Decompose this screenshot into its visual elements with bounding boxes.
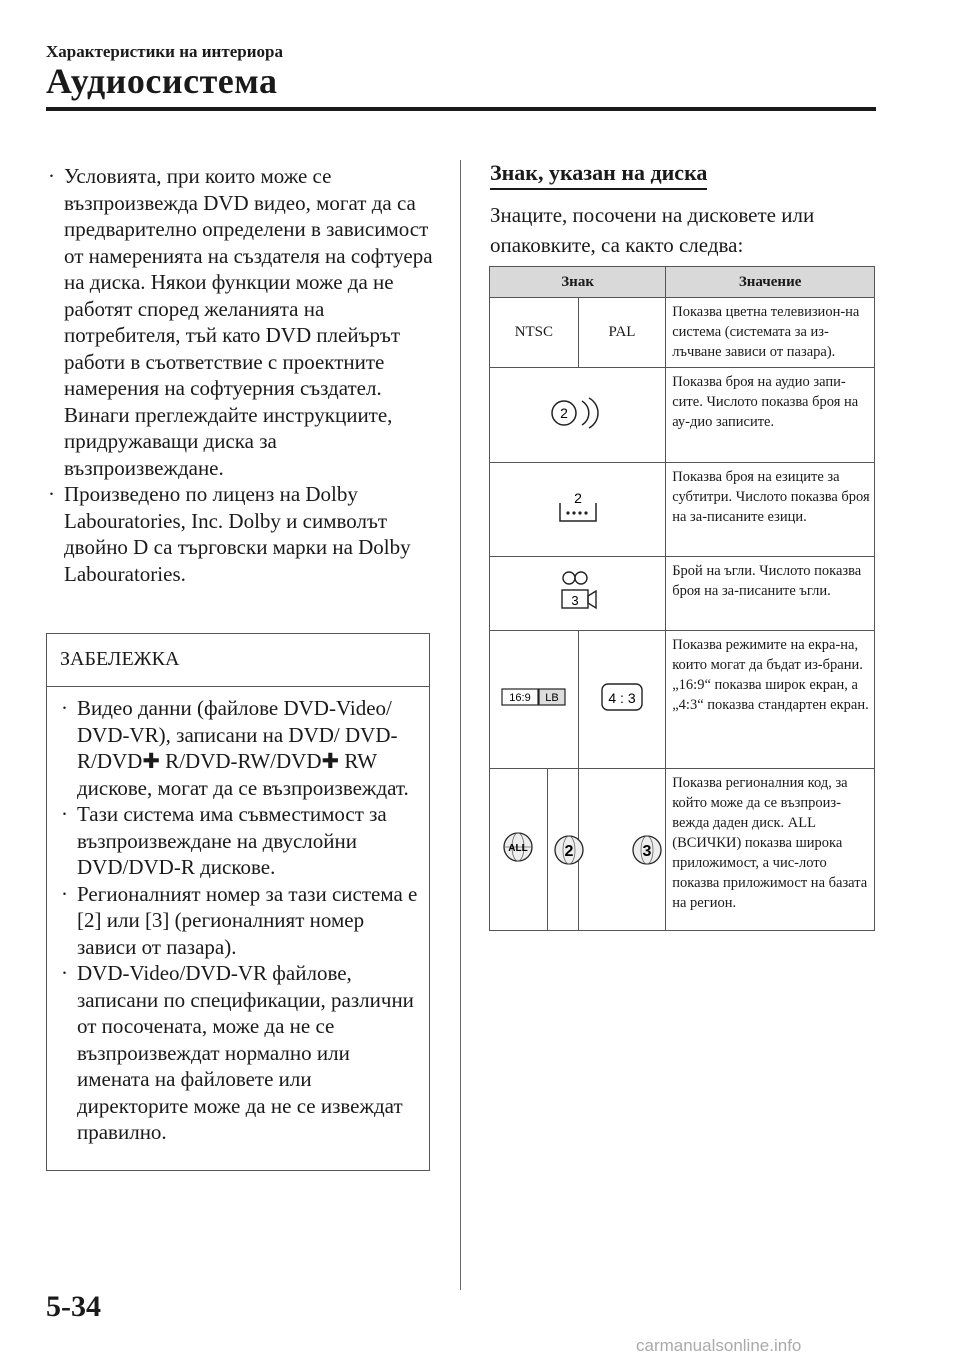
subtitle-icon — [556, 489, 600, 525]
angles-cell — [490, 557, 666, 631]
region-2-globe-icon — [553, 834, 585, 866]
meaning-cell: Показва режимите на екра-на, които могат да бъдат из-брани. „16:9“ показва широк екран, а „4:3“ показва стандартен екран. — [666, 631, 875, 769]
angles-count: 3 — [570, 593, 579, 608]
meaning-cell: Брой на ъгли. Числото показва броя на за-писаните ъгли. — [666, 557, 875, 631]
meaning-cell: Показва регионалния код, за който може да се възпроиз-вежда даден диск. ALL (ВСИЧКИ) показва широка приложимост, а чис-лото показва приложимост на базата на регион. — [666, 769, 875, 931]
audio-tracks-count: 2 — [559, 404, 568, 421]
note-heading: ЗАБЕЛЕЖКА — [47, 634, 429, 687]
table-row — [490, 463, 875, 557]
bullet-dolby-license: · Произведено по лиценз на Dolby Labouratories, Inc. Dolby и символът двойно D са търговски марки на Dolby Labouratories. — [46, 481, 436, 587]
meaning-cell: Показва цветна телевизион-на система (системата за из-лъчване зависи от пазара). — [666, 298, 875, 368]
subtitle-languages-cell — [490, 463, 666, 557]
region-3-globe-icon — [631, 834, 663, 866]
disc-symbol-table — [489, 266, 875, 931]
meaning-cell: Показва броя на езиците за субтитри. Числото показва броя на за-писаните езици. — [666, 463, 875, 557]
ntsc-cell — [490, 298, 579, 368]
table-row — [490, 631, 875, 769]
watermark: carmanualsonline.info — [636, 1336, 802, 1355]
note-item: · DVD-Video/DVD-VR файлове, записани по спецификации, различни от посочената, може да не се възпроизвеждат нормално или имената на файловете или директорите може да не се извеждат правилно. — [59, 960, 419, 1146]
letterbox-label: LB — [545, 692, 559, 704]
left-column — [46, 163, 436, 587]
audio-tracks-cell — [490, 368, 666, 463]
pal-label: PAL — [608, 324, 636, 340]
table-row — [490, 769, 875, 931]
bullet-dvd-conditions: · Условията, при които може се възпроизвежда DVD видео, могат да са предварително определени в зависимост от намеренията на създателя на софтуера на диска. Някои функции може да не работят според желанията на потребителя, тъй като DVD плейърът работи в съответствие с проектните намерения на софтуерния създател. Винаги преглеждайте инструкциите, придружаващи диска за възпроизвеждане. — [46, 163, 436, 481]
aspect-4-3-icon — [600, 682, 644, 712]
table-row — [490, 368, 875, 463]
section-label: Характеристики на интериора — [46, 42, 283, 61]
table-header-row — [490, 267, 875, 298]
header-rule — [46, 107, 876, 111]
region-3-cell — [564, 769, 666, 931]
note-item: · Регионалният номер за тази система е [2] или [3] (регионалният номер зависи от пазара). — [59, 881, 419, 961]
aspect-16-9-lb-icon — [501, 687, 567, 707]
page-title: Аудиосистема — [46, 61, 278, 101]
region-all-globe-icon — [502, 831, 534, 863]
pal-cell — [578, 298, 666, 368]
region-all-cell — [490, 769, 548, 931]
note-item: · Тази система има съвместимост за възпроизвеждане на двуслойни DVD/DVD-R дискове. — [59, 801, 419, 881]
ntsc-label: NTSC — [514, 324, 554, 340]
section-title: Знак, указан на диска — [490, 160, 707, 190]
aspect-4-3-label: 4 : 3 — [608, 690, 636, 706]
region-all-label: ALL — [508, 843, 529, 854]
subtitle-count: 2 — [573, 490, 582, 506]
note-box — [46, 633, 430, 1171]
note-list — [47, 687, 429, 1146]
table-row — [490, 557, 875, 631]
region-2-label: 2 — [564, 842, 574, 860]
aspect-standard-cell — [578, 631, 666, 769]
aspect-16-9-label: 16:9 — [509, 692, 531, 704]
region-3-label: 3 — [642, 842, 652, 860]
table-row — [490, 298, 875, 368]
page-number: 5-34 — [46, 1290, 101, 1323]
col-header-meaning: Значение — [666, 267, 875, 298]
aspect-wide-cell — [490, 631, 579, 769]
col-header-symbol: Знак — [490, 267, 666, 298]
meaning-cell: Показва броя на аудио запи-сите. Числото показва броя на ау-дио записите. — [666, 368, 875, 463]
note-item: · Видео данни (файлове DVD-Video/ DVD-VR), записани на DVD/ DVD-R/DVD✚ R/DVD-RW/DVD✚ RW дискове, могат да се възпроизвеждат. — [59, 695, 419, 801]
audio-tracks-icon — [548, 395, 608, 431]
section-intro: Знаците, посочени на дисковете или опаковките, са както следва: — [490, 203, 815, 257]
column-divider — [460, 160, 461, 1290]
camera-angle-icon — [556, 570, 600, 612]
